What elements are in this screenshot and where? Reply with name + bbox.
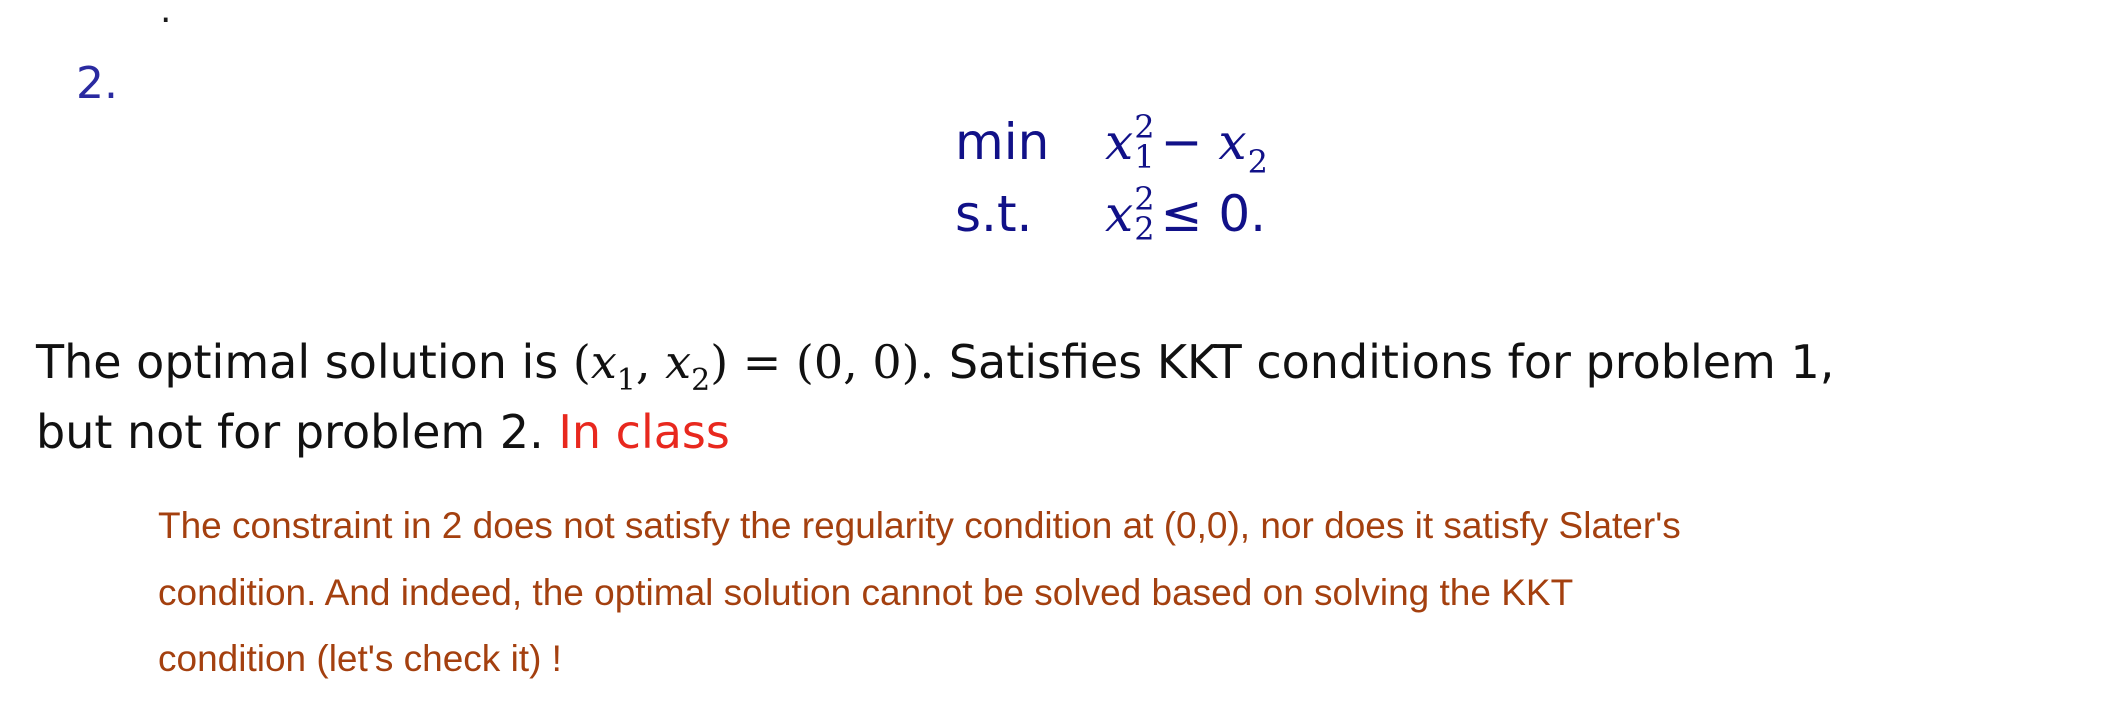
item-number: 2. [76, 58, 118, 109]
constraint-row [955, 178, 1268, 250]
tuple-comma: , [635, 335, 666, 389]
solution-tuple [572, 335, 935, 398]
objective-var2: x [1218, 113, 1247, 171]
constraint-expression [1105, 178, 1266, 250]
tuple-x2: x [665, 335, 692, 389]
constraint-le: ≤ 0. [1160, 185, 1267, 243]
objective-label: min [955, 113, 1050, 171]
paragraph-line-1 [36, 335, 1835, 398]
objective-supsub [1134, 108, 1155, 176]
objective-sub: 1 [1134, 138, 1155, 176]
objective-row [955, 106, 1268, 181]
tuple-close: ) = (0, 0). [710, 335, 935, 389]
in-class-label: In class [558, 405, 730, 459]
objective-var: x [1105, 113, 1134, 171]
constraint-sub: 2 [1134, 210, 1155, 248]
objective-sub2: 2 [1247, 143, 1268, 181]
tuple-x1-sub: 1 [616, 363, 636, 398]
stray-dot: . [160, 0, 172, 31]
note-line-2: condition. And indeed, the optimal solution cannot be solved based on solving the KKT [158, 572, 1574, 613]
note-line-3: condition (let's check it) ! [158, 638, 562, 679]
tuple-x2-sub: 2 [691, 363, 711, 398]
constraint-sup: 2 [1134, 180, 1155, 218]
constraint-supsub [1134, 180, 1155, 248]
note-line-1: The constraint in 2 does not satisfy the regularity condition at (0,0), nor does it satisfy Slater's [158, 505, 1681, 546]
constraint-var: x [1105, 185, 1134, 243]
optimization-problem [955, 106, 1268, 250]
objective-expression [1105, 106, 1268, 184]
paragraph-line-2 [36, 405, 730, 459]
objective-sup: 2 [1134, 108, 1155, 146]
constraint-label: s.t. [955, 185, 1033, 243]
paragraph-part2: Satisfies KKT conditions for problem 1, [934, 335, 1835, 389]
paragraph-part1: The optimal solution is [36, 335, 573, 389]
paragraph-line2-text: but not for problem 2. [36, 405, 559, 459]
tuple-x1: x [590, 335, 617, 389]
minus-sign: − [1160, 113, 1203, 171]
tuple-open: ( [572, 335, 591, 389]
